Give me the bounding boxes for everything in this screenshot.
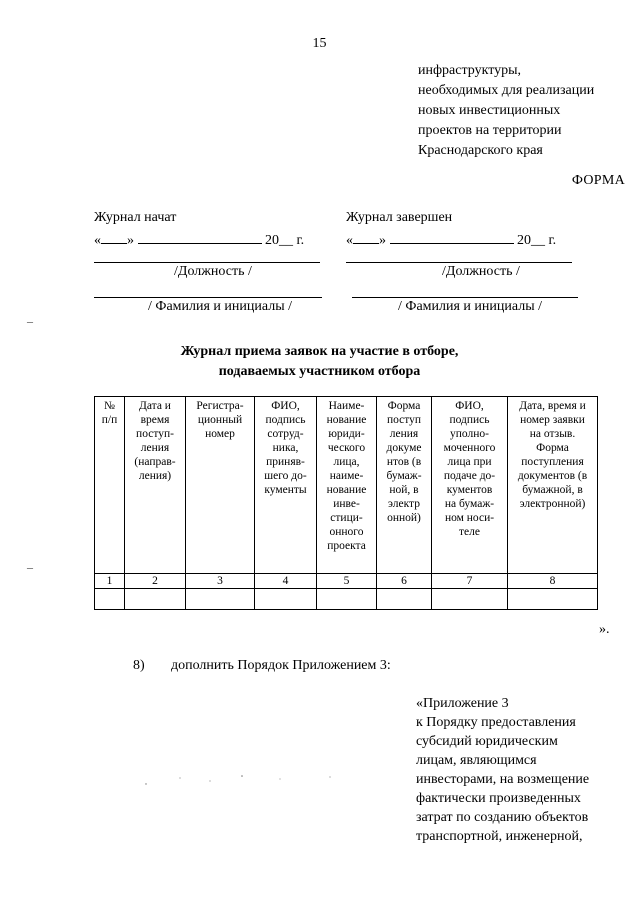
name-rule — [352, 297, 578, 298]
appendix-line: инвесторами, на возмещение — [416, 772, 590, 787]
empty-cell — [186, 589, 255, 610]
table-number-row — [95, 574, 598, 589]
number-cell: 8 — [508, 574, 598, 589]
journal-completed-block — [346, 210, 586, 320]
header-cell: ФИО, подпись сотруд- ника, приняв- шего до- кументы — [255, 397, 317, 574]
margin-mark: – — [27, 314, 33, 328]
position-caption: /Должность / — [174, 264, 252, 279]
name-caption: / Фамилия и инициалы / — [398, 299, 543, 314]
journal-started-block — [94, 210, 334, 320]
number-cell: 7 — [432, 574, 508, 589]
date-close-quote: » — [127, 233, 134, 248]
journal-completed-label: Журнал завершен — [346, 210, 453, 225]
header-cell: Дата и время поступ- ления (направ- ления) — [125, 397, 186, 574]
journal-started-date — [94, 230, 304, 249]
empty-cell — [125, 589, 186, 610]
date-open-quote: « — [94, 233, 101, 248]
month-blank — [138, 230, 262, 244]
journal-completed-date — [346, 230, 556, 249]
year-text: 20__ г. — [517, 233, 557, 248]
journal-title — [0, 342, 639, 382]
empty-cell — [317, 589, 377, 610]
number-cell: 1 — [95, 574, 125, 589]
number-cell: 2 — [125, 574, 186, 589]
empty-cell — [377, 589, 432, 610]
journal-title-line: Журнал приема заявок на участие в отборе, — [180, 344, 459, 359]
header-cell: Наиме- нование юриди- ческого лица, наиме- нование инве- стици- онного проекта — [317, 397, 377, 574]
table-empty-row — [95, 589, 598, 610]
name-rule — [94, 297, 322, 298]
scan-specks — [140, 770, 350, 790]
margin-mark: – — [27, 560, 33, 574]
appendix-line: лицам, являющимся — [416, 753, 537, 768]
empty-cell — [255, 589, 317, 610]
appendix-line: «Приложение 3 — [416, 696, 509, 711]
position-rule — [94, 262, 320, 263]
header-cell: Дата, время и номер заявки на отзыв. Форма поступления документов (в бумажной, в электронной) — [508, 397, 598, 574]
number-cell: 6 — [377, 574, 432, 589]
number-cell: 4 — [255, 574, 317, 589]
date-open-quote: « — [346, 233, 353, 248]
position-caption: /Должность / — [442, 264, 520, 279]
top-address-block — [418, 61, 594, 161]
day-blank — [353, 230, 379, 244]
header-cell: Форма поступ ления докуме нтов (в бумаж- ной, в электр онной) — [377, 397, 432, 574]
year-text: 20__ г. — [265, 233, 305, 248]
day-blank — [101, 230, 127, 244]
address-line: новых инвестиционных — [418, 103, 561, 118]
position-rule — [346, 262, 572, 263]
journal-title-line: подаваемых участником отбора — [218, 364, 421, 379]
appendix-line: затрат по созданию объектов — [416, 810, 589, 825]
number-cell: 3 — [186, 574, 255, 589]
date-close-quote: » — [379, 233, 386, 248]
number-cell: 5 — [317, 574, 377, 589]
header-cell: ФИО, подпись уполно- моченного лица при подаче до- кументов на бумаж- ном носи- теле — [432, 397, 508, 574]
empty-cell — [508, 589, 598, 610]
form-label: ФОРМА — [571, 173, 625, 188]
table-header-row — [95, 397, 598, 574]
empty-cell — [95, 589, 125, 610]
appendix-block — [416, 694, 589, 846]
address-line: инфраструктуры, — [418, 63, 522, 78]
appendix-line: транспортной, инженерной, — [416, 829, 583, 844]
closing-quote: ». — [599, 622, 610, 637]
journal-started-label: Журнал начат — [94, 210, 177, 225]
page-number: 15 — [312, 36, 327, 51]
item-number: 8) — [133, 658, 145, 673]
appendix-line: субсидий юридическим — [416, 734, 558, 749]
item-text: дополнить Порядок Приложением 3: — [171, 658, 391, 673]
appendix-line: фактически произведенных — [416, 791, 581, 806]
empty-cell — [432, 589, 508, 610]
month-blank — [390, 230, 514, 244]
address-line: необходимых для реализации — [418, 83, 595, 98]
address-line: Краснодарского края — [418, 143, 543, 158]
name-caption: / Фамилия и инициалы / — [148, 299, 293, 314]
address-line: проектов на территории — [418, 123, 562, 138]
header-cell: № п/п — [95, 397, 125, 574]
header-cell: Регистра- ционный номер — [186, 397, 255, 574]
appendix-line: к Порядку предоставления — [416, 715, 576, 730]
journal-table — [94, 396, 598, 610]
